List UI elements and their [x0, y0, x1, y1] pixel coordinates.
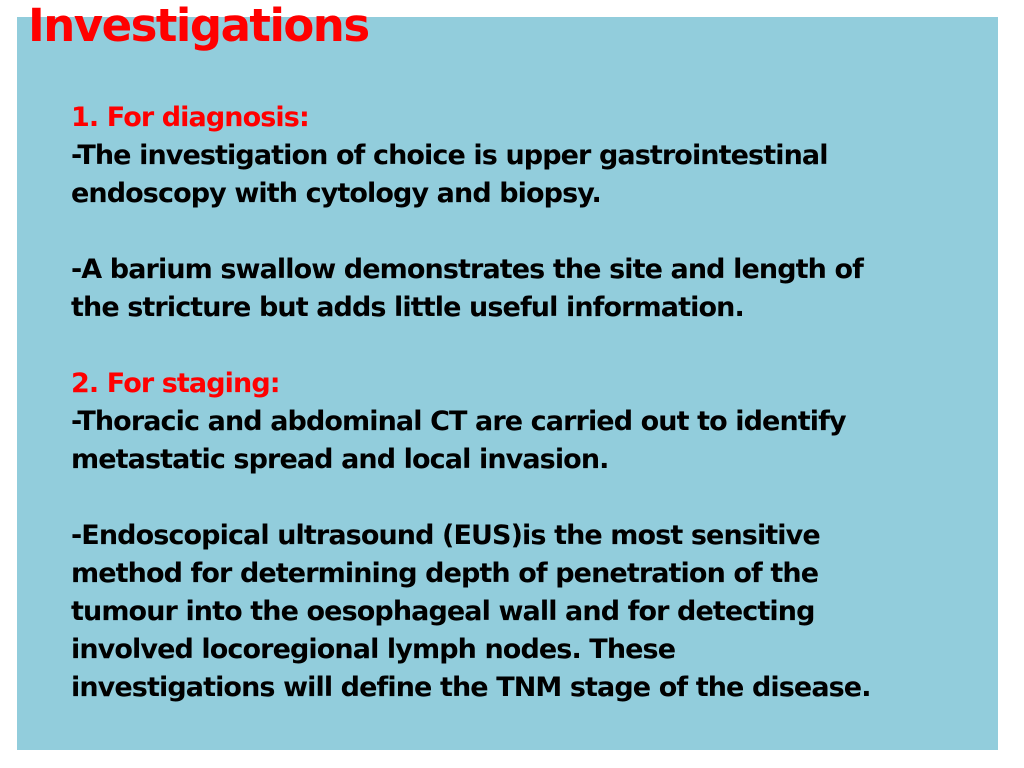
paragraph-line: metastatic spread and local invasion.: [71, 444, 609, 475]
paragraph-line: -Endoscopical ultrasound (EUS)is the most sensitive: [71, 520, 820, 551]
paragraph-line: -Thoracic and abdominal CT are carried out to identify: [71, 406, 846, 437]
paragraph-line: endoscopy with cytology and biopsy.: [71, 178, 601, 209]
paragraph-spacer: [71, 213, 991, 251]
paragraph-line: -A barium swallow demonstrates the site and length of: [71, 254, 863, 285]
paragraph-line: the stricture but adds little useful information.: [71, 292, 744, 323]
paragraph-line: involved locoregional lymph nodes. These: [71, 634, 676, 665]
section-heading-staging: 2. For staging:: [71, 368, 280, 399]
paragraph-line: -The investigation of choice is upper gastrointestinal: [71, 140, 828, 171]
slide-title: Investigations: [28, 0, 369, 52]
paragraph-line: tumour into the oesophageal wall and for detecting: [71, 596, 815, 627]
paragraph-spacer: [71, 327, 991, 365]
paragraph-spacer: [71, 479, 991, 517]
paragraph-line: method for determining depth of penetration of the: [71, 558, 819, 589]
section-heading-diagnosis: 1. For diagnosis:: [71, 102, 309, 133]
paragraph-line: investigations will define the TNM stage of the disease.: [71, 672, 871, 703]
slide-body: [71, 99, 991, 707]
